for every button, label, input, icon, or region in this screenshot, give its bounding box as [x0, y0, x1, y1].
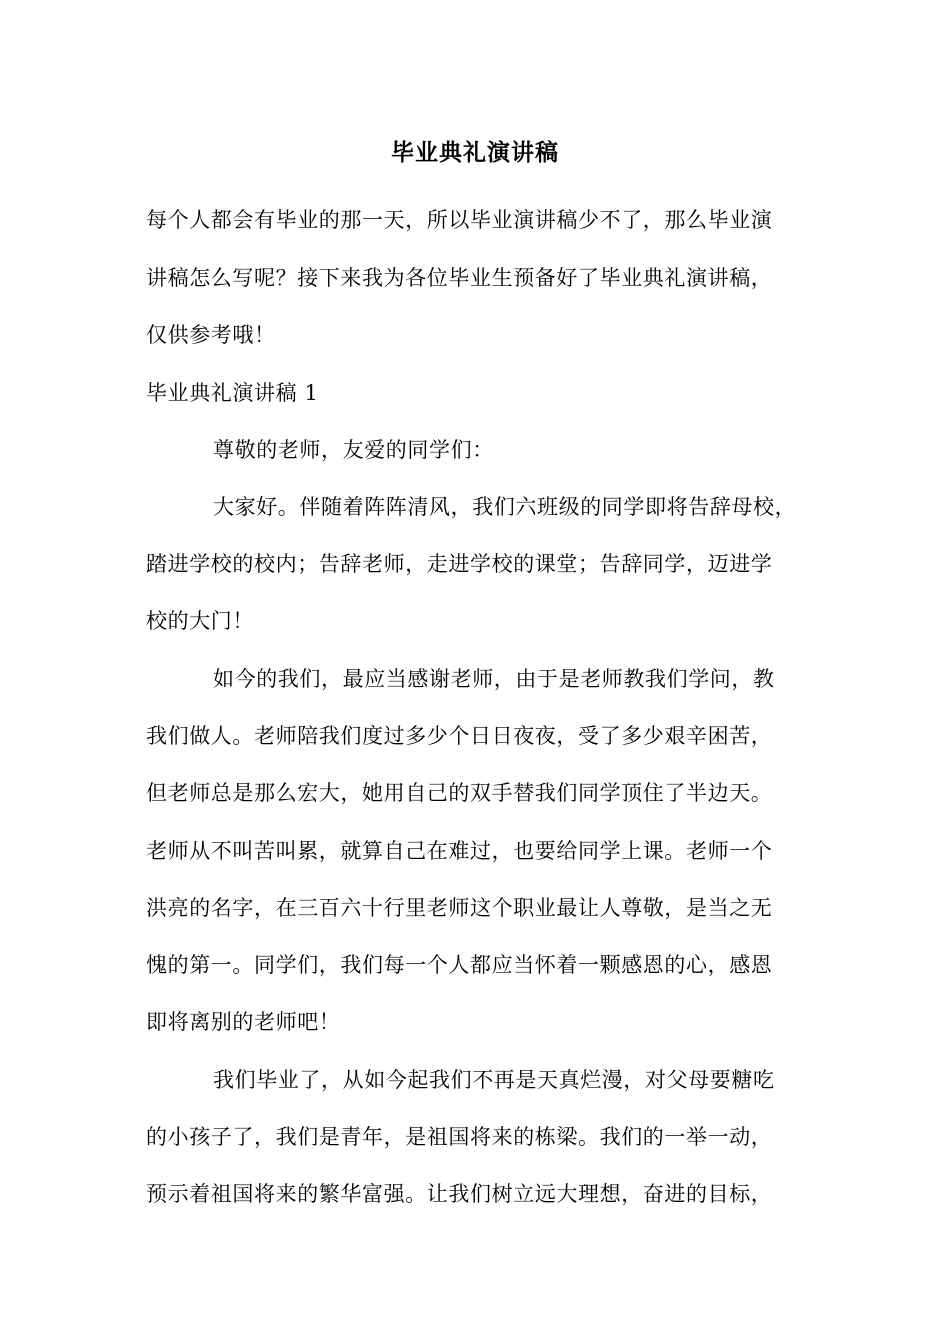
paragraph-line: 预示着祖国将来的繁华富强。让我们树立远大理想，奋进的目标， [146, 1182, 773, 1206]
paragraph-line: 如今的我们，最应当感谢老师，由于是老师教我们学问，教 [213, 667, 775, 691]
section-heading: 毕业典礼演讲稿 1 [146, 381, 319, 405]
paragraph-line: 的小孩子了，我们是青年，是祖国将来的栋梁。我们的一举一动， [146, 1125, 773, 1149]
intro-line: 每个人都会有毕业的那一天，所以毕业演讲稿少不了，那么毕业演 [146, 208, 773, 232]
paragraph-line: 洪亮的名字，在三百六十行里老师这个职业最让人尊敬，是当之无 [146, 896, 773, 920]
paragraph-line: 我们毕业了，从如今起我们不再是天真烂漫，对父母要糖吃 [213, 1068, 775, 1092]
salutation: 尊敬的老师，友爱的同学们： [213, 438, 494, 462]
document-title: 毕业典礼演讲稿 [391, 139, 559, 166]
paragraph-line: 即将离别的老师吧！ [146, 1010, 341, 1034]
paragraph-line: 但老师总是那么宏大，她用自己的双手替我们同学顶住了半边天。 [146, 781, 773, 805]
paragraph-line: 大家好。伴随着阵阵清风，我们六班级的同学即将告辞母校， [213, 495, 797, 519]
intro-line: 讲稿怎么写呢？接下来我为各位毕业生预备好了毕业典礼演讲稿， [146, 266, 773, 290]
paragraph-line: 我们做人。老师陪我们度过多少个日日夜夜，受了多少艰辛困苦， [146, 724, 773, 748]
paragraph-line: 校的大门！ [146, 609, 254, 633]
intro-line: 仅供参考哦！ [146, 323, 276, 347]
paragraph-line: 老师从不叫苦叫累，就算自己在难过，也要给同学上课。老师一个 [146, 839, 773, 863]
paragraph-line: 愧的第一。同学们，我们每一个人都应当怀着一颗感恩的心，感恩 [146, 953, 773, 977]
paragraph-line: 踏进学校的校内；告辞老师，走进学校的课堂；告辞同学，迈进学 [146, 552, 773, 576]
